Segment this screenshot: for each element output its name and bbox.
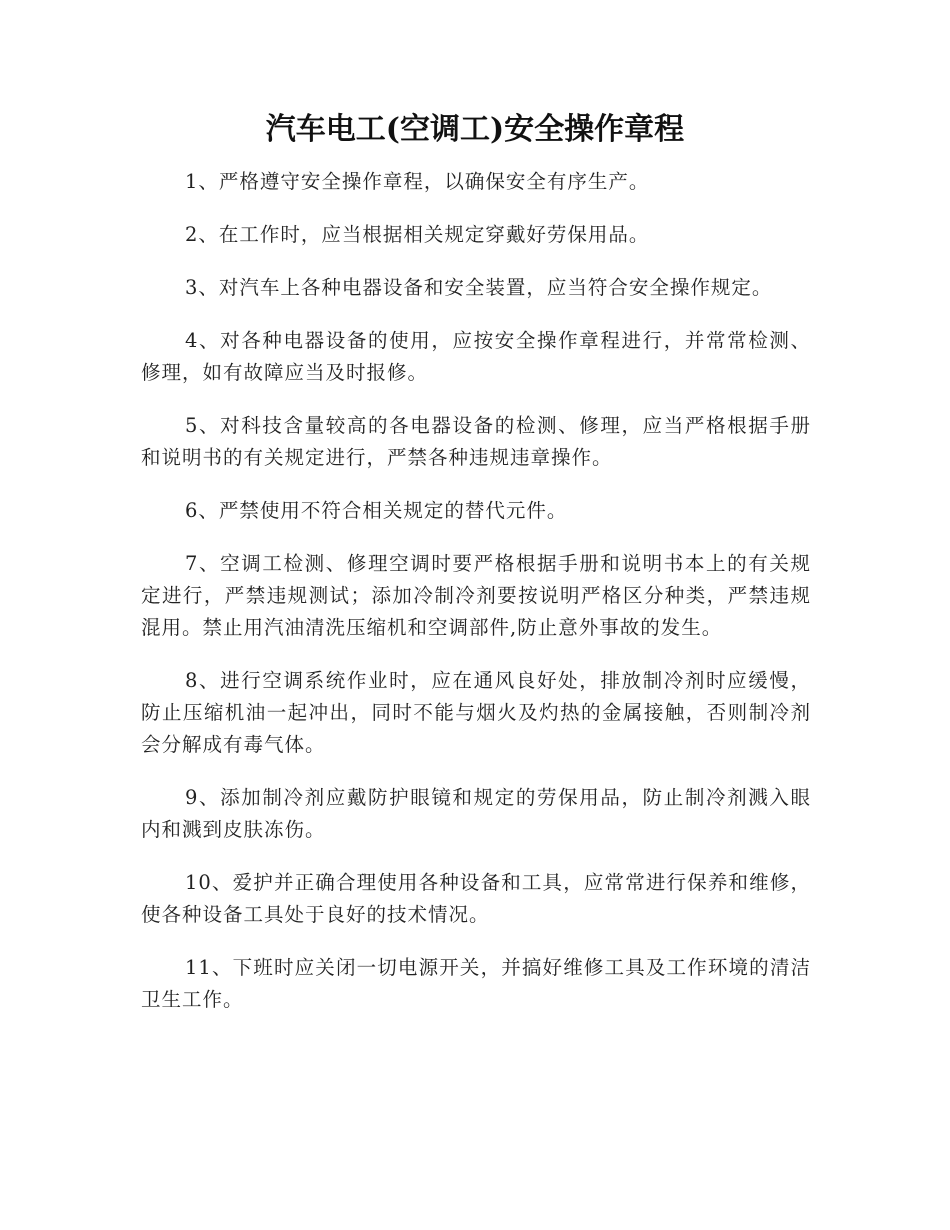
paragraph-1: 1、严格遵守安全操作章程，以确保安全有序生产。 (185, 170, 650, 193)
paragraph-11: 11、下班时应关闭一切电源开关，并搞好维修工具及工作环境的清洁卫生工作。 (141, 956, 811, 1011)
paragraph-3: 3、对汽车上各种电器设备和安全装置，应当符合安全操作规定。 (185, 276, 773, 299)
paragraph-8: 8、进行空调系统作业时，应在通风良好处，排放制冷剂时应缓慢，防止压缩机油一起冲出，同时不能与烟火及灼热的金属接触，否则制冷剂会分解成有毒气体。 (141, 669, 811, 756)
paragraph-6: 6、严禁使用不符合相关规定的替代元件。 (185, 499, 568, 522)
document-body (141, 166, 811, 1037)
paragraph-4: 4、对各种电器设备的使用，应按安全操作章程进行，并常常检测、修理，如有故障应当及时报修。 (141, 329, 811, 384)
paragraph-5: 5、对科技含量较高的各电器设备的检测、修理，应当严格根据手册和说明书的有关规定进行，严禁各种违规违章操作。 (141, 414, 811, 469)
paragraph-7: 7、空调工检测、修理空调时要严格根据手册和说明书本上的有关规定进行，严禁违规测试；添加冷制冷剂要按说明严格区分种类，严禁违规混用。禁止用汽油清洗压缩机和空调部件,防止意外事故的发生。 (141, 552, 811, 639)
paragraph-9: 9、添加制冷剂应戴防护眼镜和规定的劳保用品，防止制冷剂溅入眼内和溅到皮肤冻伤。 (141, 786, 811, 841)
paragraph-10: 10、爱护并正确合理使用各种设备和工具，应常常进行保养和维修，使各种设备工具处于良好的技术情况。 (141, 871, 811, 926)
document-title: 汽车电工(空调工)安全操作章程 (265, 112, 685, 147)
paragraph-2: 2、在工作时，应当根据相关规定穿戴好劳保用品。 (185, 223, 650, 246)
